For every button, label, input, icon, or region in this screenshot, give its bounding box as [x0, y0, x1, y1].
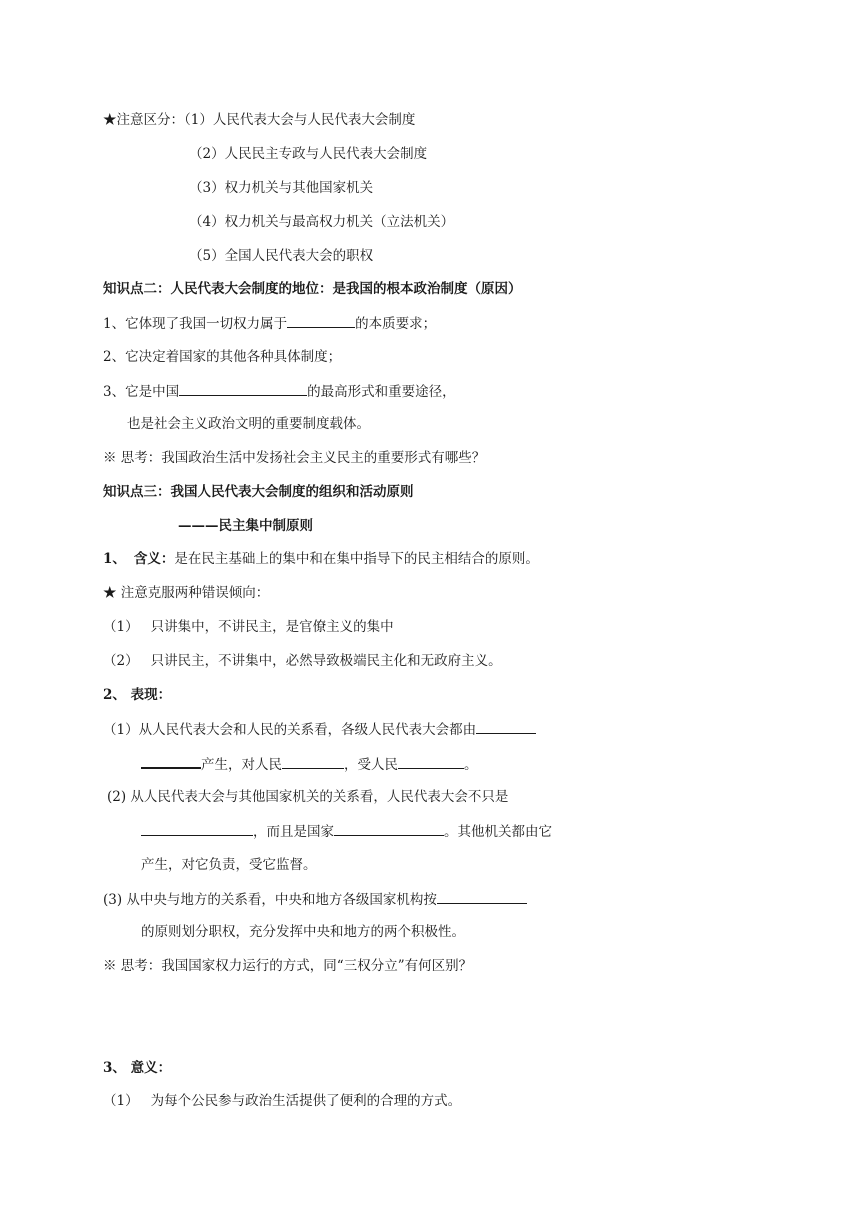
kp3-show-2-line-3: 产生，对它负责，受它监督。: [141, 857, 317, 873]
text: 的本质要求；: [355, 316, 437, 332]
section-label: 含义：: [133, 551, 175, 567]
fill-blank[interactable]: [282, 755, 344, 769]
item-number: （1）: [103, 1093, 139, 1109]
text: （1）从人民代表大会和人民的关系看，各级人民代表大会都由: [103, 722, 477, 738]
notice-item: （4）权力机关与最高权力机关（立法机关）: [189, 214, 455, 230]
text: 只讲民主，不讲集中，必然导致极端民主化和无政府主义。: [150, 653, 502, 669]
text: ，受人民: [344, 757, 398, 773]
fill-blank[interactable]: [287, 314, 355, 328]
kp3-heading: 知识点三：我国人民代表大会制度的组织和活动原则: [103, 484, 414, 500]
fill-blank[interactable]: [141, 754, 201, 769]
notice-item: （2）人民民主专政与人民代表大会制度: [189, 146, 428, 162]
kp3-error-2: [103, 652, 502, 670]
kp3-show-2-line-2: [141, 822, 552, 841]
item-number: （2）: [103, 653, 139, 669]
kp3-significance-1: [103, 1092, 461, 1110]
kp3-show-3-line-2: 的原则划分职权，充分发挥中央和地方的两个积极性。: [141, 924, 465, 940]
text: (3) 从中央与地方的关系看，中央和地方各级国家机构按: [103, 892, 437, 908]
notice-item: （1）人民代表大会与人民代表大会制度: [184, 112, 416, 128]
kp3-significance-heading: 3、 意义：: [103, 1060, 172, 1076]
kp3-show-1-line-2: [141, 754, 478, 774]
text: 。: [464, 757, 478, 773]
notice-line-1: [103, 111, 415, 129]
kp2-think: ※ 思考：我国政治生活中发扬社会主义民主的重要形式有哪些？: [103, 450, 486, 466]
kp3-warning: ★ 注意克服两种错误倾向：: [103, 585, 270, 601]
section-number: 1、: [103, 551, 126, 567]
kp3-think: ※ 思考：我国国家权力运行的方式，同“三权分立”有何区别？: [103, 958, 473, 974]
text: 3、它是中国: [103, 384, 180, 400]
item-number: （1）: [103, 619, 139, 635]
text: 产生，对人民: [201, 757, 282, 773]
kp2-line-2: 2、它决定着国家的其他各种具体制度；: [103, 349, 342, 365]
kp2-line-1: [103, 314, 436, 333]
text: 为每个公民参与政治生活提供了便利的合理的方式。: [150, 1093, 462, 1109]
fill-blank[interactable]: [476, 720, 536, 734]
notice-item: （5）全国人民代表大会的职权: [189, 248, 374, 264]
kp3-error-1: [103, 618, 394, 636]
notice-label: ★注意区分：: [103, 112, 184, 128]
fill-blank[interactable]: [141, 822, 253, 836]
kp3-show-3-line-1: [103, 890, 527, 909]
text: 是在民主基础上的集中和在集中指导下的民主相结合的原则。: [174, 551, 539, 567]
fill-blank[interactable]: [437, 890, 527, 904]
kp3-show-1-line-1: [103, 720, 536, 739]
text: 只讲集中，不讲民主，是官僚主义的集中: [150, 619, 394, 635]
text: 。其他机关都由它: [444, 824, 552, 840]
text: ，而且是国家: [253, 824, 334, 840]
fill-blank[interactable]: [398, 755, 464, 769]
kp3-meaning: [103, 550, 539, 568]
text: 的最高形式和重要途径，: [307, 384, 456, 400]
kp2-heading: 知识点二：人民代表大会制度的地位：是我国的根本政治制度（原因）: [103, 281, 522, 297]
kp2-line-4: 也是社会主义政治文明的重要制度载体。: [127, 416, 370, 432]
kp2-line-3: [103, 382, 456, 401]
kp3-show-heading: 2、 表现：: [103, 687, 172, 703]
fill-blank[interactable]: [179, 382, 307, 396]
kp3-show-2-line-1: (2) 从人民代表大会与其他国家机关的关系看，人民代表大会不只是: [107, 789, 509, 805]
kp3-subheading: ———民主集中制原则: [178, 518, 313, 534]
text: 1、它体现了我国一切权力属于: [103, 316, 288, 332]
fill-blank[interactable]: [334, 822, 444, 836]
notice-item: （3）权力机关与其他国家机关: [189, 180, 374, 196]
